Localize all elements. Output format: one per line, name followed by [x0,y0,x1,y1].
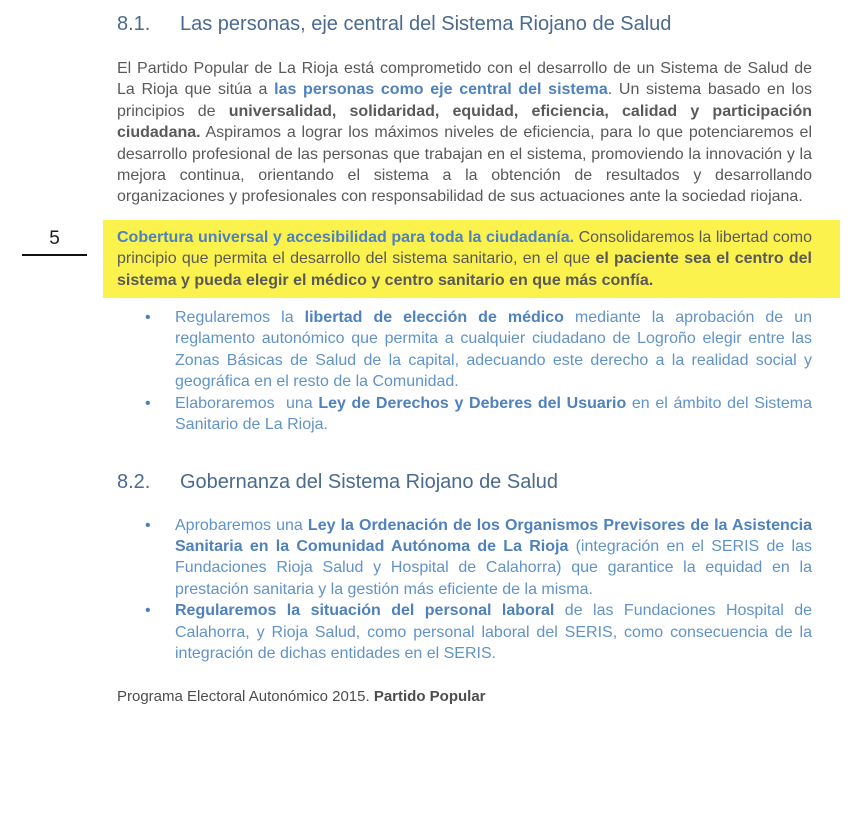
document-content [117,12,812,707]
bullet-text: Aprobaremos una Ley la Ordenación de los Organismos Previsores de la Asistencia Sanitaria en la Comunidad Autónoma de La Rioja (integración en el SERIS de las Fundaciones Rioja Salud y Hospital de Calahorra) que garantice la equidad en la prestación sanitaria y la gestión más eficiente de la misma. [175,516,812,598]
section-8-2-heading [117,470,812,495]
list-item [117,307,812,393]
bullet-text: Elaboraremos una Ley de Derechos y Deberes del Usuario en el ámbito del Sistema Sanitario de La Rioja. [175,394,812,434]
intro-paragraph: El Partido Popular de La Rioja está comprometido con el desarrollo de un Sistema de Salud de La Rioja que sitúa a las personas como eje central del sistema. Un sistema basado en los principios de universalidad, solidaridad, equidad, eficiencia, calidad y participación ciudadana. Aspiramos a lograr los máximos niveles de eficiencia, para lo que potenciaremos el desarrollo profesional de las personas que trabajan en el sistema, promoviendo la innovación y la mejora continua, orientando el sistema a la obtención de resultados y desarrollando organizaciones y profesionales con responsabilidad de sus actuaciones ante la sociedad riojana. [117,60,812,206]
page-number-rule [22,254,87,256]
section-8-1-number: 8.1. [117,13,151,35]
bullet-icon: • [145,516,151,534]
bullet-list-8-1 [117,307,812,435]
list-item [117,600,812,664]
list-item [117,393,812,436]
page-number: 5 [49,228,60,249]
bullet-icon: • [145,309,151,327]
footer: Programa Electoral Autonómico 2015. Partido Popular [117,688,486,706]
bullet-text: Regularemos la libertad de elección de médico mediante la aprobación de un reglamento autonómico que permita a cualquier ciudadano de Logroño elegir entre las Zonas Básicas de Salud de la capital, adecuando este derecho a la realidad social y geográfica en el resto de la Comunidad. [175,309,813,391]
section-8-2-title: Gobernanza del Sistema Riojano de Salud [180,470,559,493]
list-item [117,515,812,601]
bullet-list-8-2 [117,515,812,665]
section-8-1-heading [117,12,812,37]
highlighted-paragraph: Cobertura universal y accesibilidad para toda la ciudadanía. Consolidaremos la libertad como principio que permita el desarrollo del sistema sanitario, en el que el paciente sea el centro del sistema y pueda elegir el médico y centro sanitario en que más confía. [103,220,840,298]
bullet-text: Regularemos la situación del personal laboral de las Fundaciones Hospital de Calahorra, y Rioja Salud, como personal laboral del SERIS, como consecuencia de la integración de dichas entidades en el SERIS. [175,602,813,662]
page-number-marker [22,228,87,256]
bullet-icon: • [145,602,151,620]
section-8-1-title: Las personas, eje central del Sistema Riojano de Salud [180,13,672,35]
section-8-2-number: 8.2. [117,470,151,493]
bullet-icon: • [145,394,151,412]
